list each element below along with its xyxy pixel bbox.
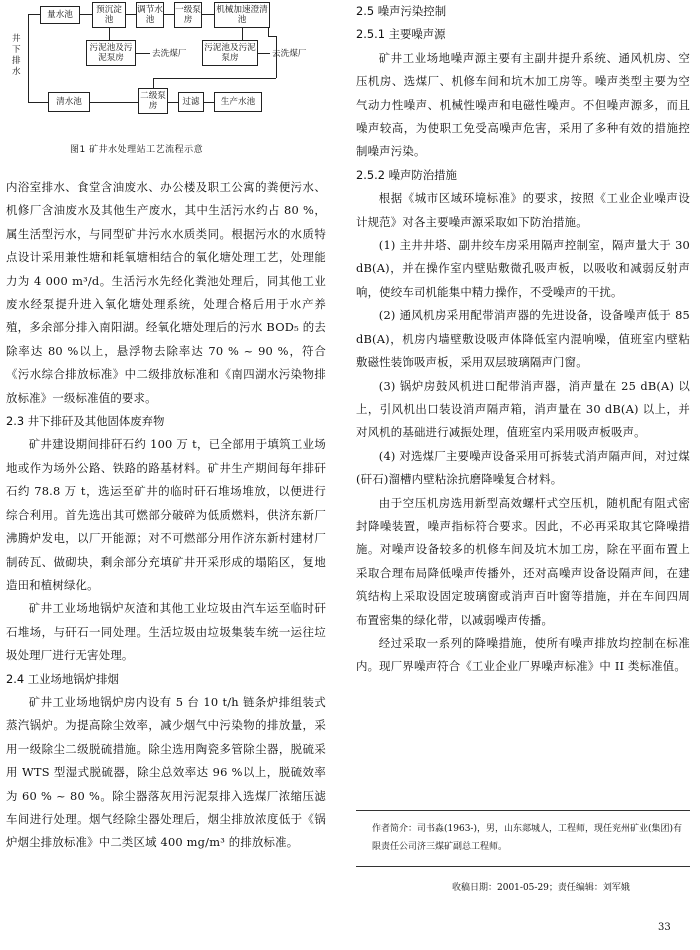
body-paragraph: 根据《城市区域环境标准》的要求，按照《工业企业噪声设计规范》对各主要噪声源采取如下防治措施。: [356, 191, 690, 229]
list-item: (1) 主井井塔、副井绞车房采用隔声控制室，隔声量大于 30 dB(A)，并在操作室内壁贴敷微孔吸声板，以吸收和减弱反射声响，使绞车司机能集中精力操作，不受噪声的干扰。: [356, 238, 690, 299]
connector: [126, 14, 136, 15]
body-paragraph: 由于空压机房选用新型高效螺杆式空压机，随机配有阻式密封降噪装置，噪声指标符合要求。因此，不必再采取其它降噪措施。对噪声设备较多的机修车间及坑木加工房，除在平面布置上采取合理布局降低噪声传播外，还对高噪声设备设隔声间，在建筑结构上采取设固定玻璃窗或消声百叶窗等措施，并在车间四周布置密集的绿化带，以减弱噪声传播。: [356, 495, 690, 627]
section-heading: 2.5 噪声污染控制: [356, 4, 447, 18]
pre-sedimentation-box: 预沉淀池: [92, 2, 126, 28]
connector: [80, 14, 92, 15]
primary-pump-box: 一级泵房: [174, 2, 202, 28]
connector: [242, 28, 243, 40]
subsection-heading: 2.5.2 噪声防治措施: [356, 167, 457, 182]
author-note: 作者简介：司书淼(1963-)，男，山东郯城人，工程师，现任兖州矿业(集团)有限责任公司济三煤矿副总工程师。: [372, 824, 682, 852]
process-flowchart: [6, 0, 326, 130]
figure-caption: 图1 矿井水处理站工艺流程示意: [70, 145, 204, 155]
connector: [153, 78, 154, 88]
section-heading: 2.4 工业场地锅炉排烟: [6, 671, 119, 686]
connector: [109, 28, 110, 40]
page-number: 33: [658, 922, 671, 933]
mechanical-clarifier-box: 机械加速澄清池: [214, 2, 270, 28]
connector: [268, 28, 269, 36]
body-paragraph: 经过采取一系列的降噪措施，使所有噪声排放均控制在标准内。现厂界噪声符合《工业企业厂界噪声标准》中 II 类标准值。: [356, 635, 690, 674]
connector: [202, 14, 214, 15]
connector: [258, 53, 270, 54]
received-date: 收稿日期：2001-05-29；责任编辑：刘军娥: [452, 883, 630, 893]
connector: [153, 78, 276, 79]
connector: [28, 102, 48, 103]
regulating-pool-box: 量水池: [40, 6, 80, 24]
connector: [136, 53, 150, 54]
body-paragraph: 矿井建设期间排矸石约 100 万 t，已全部用于填筑工业场地或作为场外公路、铁路的路基材料。矿井生产期间每年排矸石约 78.8 万 t，选运至矿井的临时矸石堆场堆放，以便进行综合利用。首先选出其可燃部分破碎为低质燃料，供济东新厂沸腾炉发电，以厂开能源；对不可燃部分用作济东新村建材厂制砖瓦、做砌块，剩余部分充填矿井开采形成的塌陷区，复地造田和植树绿化。: [6, 437, 326, 592]
left-column: [6, 176, 326, 855]
body-paragraph: 内浴室排水、食堂含油废水、办公楼及职工公寓的粪便污水、机修厂含油废水及其他生产废水，其中生活污水约占 80 %，属生活型污水，与同型矿井污水水质类同。根据污水的水质特点设计采用兼性塘和耗氧塘相结合的氧化塘处理工艺，处理能力为 4 000 m³/d。生活污水先经化粪池处理后，同其他工业废水经泵提升进入氧化塘处理系统，处理合格后用于水产养殖，多余部分排入南阳湖。经氧化塘处理后的污水 BOD₅ 的去除率达 80 %以上，悬浮物去除率达 70 % ~ 90 %，符合《污水综合排放标准》中二级排放标准和《南四湖水污染物排放标准》一级标准值的要求。: [6, 180, 326, 405]
inlet-label: 井下排水: [12, 34, 21, 77]
connector: [164, 14, 174, 15]
body-paragraph: 矿井工业场地锅炉房内设有 5 台 10 t/h 链条炉排组装式蒸汽锅炉。为提高除尘效率，减少烟气中污染物的排放量，采用一级除尘二级脱硫措施。除尘选用陶瓷多管除尘器，脱硫采用 WTS 型湿式脱硫器，除尘总效率达 96 %以上，脱硫效率为 60 % ~ 80 %。除尘器落灰用污泥泵排入选煤厂浓缩压滤车间进行处理。烟气经除尘器处理后，烟尘排放浓度低于《锅炉烟尘排放标准》中二类区域 400 mg/m³ 的排放标准。: [6, 694, 326, 850]
body-paragraph: 矿井工业场地锅炉灰渣和其他工业垃圾由汽车运至临时矸石堆场，与矸石一同处理。生活垃圾由垃圾集装车统一运往垃圾处理厂进行无害处理。: [6, 601, 326, 663]
to-plant-right: 去洗煤厂: [272, 49, 307, 59]
connector: [90, 102, 138, 103]
filter-box: 过滤: [178, 92, 204, 112]
footnote-rule-top: [356, 810, 690, 811]
connector: [168, 102, 178, 103]
section-heading: 2.3 井下排矸及其他固体废弃物: [6, 414, 165, 429]
list-item: (2) 通风机房采用配带消声器的先进设备，设备噪声低于 85 dB(A)，机房内墙壁敷设吸声体降低室内混响噪，值班室内壁粘敷磁性装饰吸声板，采用双层玻璃隔声门窗。: [356, 308, 690, 370]
balancing-pool-box: 调节水池: [136, 2, 164, 28]
list-item: (3) 锅炉房鼓风机进口配带消声器，消声量在 25 dB(A) 以上，引风机出口装设消声隔声箱，消声量在 30 dB(A) 以上，并对风机的基础进行减振处理，值班室内采用吸声板吸声。: [356, 378, 690, 440]
connector: [204, 102, 214, 103]
connector: [268, 36, 276, 37]
to-plant-left: 去洗煤厂: [152, 49, 187, 59]
connector: [28, 14, 40, 15]
subsection-heading: 2.5.1 主要噪声源: [356, 27, 446, 42]
list-item: (4) 对选煤厂主要噪声设备采用可拆装式消声隔声间，对过煤(矸石)溜槽内壁粘涂抗磨降噪复合材料。: [356, 448, 690, 487]
right-column: [356, 0, 690, 679]
sludge-pool-right-box: 污泥池及污泥泵房: [202, 40, 258, 66]
connector: [276, 36, 277, 78]
secondary-pump-box: 二级泵房: [138, 88, 168, 114]
body-paragraph: 矿井工业场地噪声源主要有主副井提升系统、通风机房、空压机房、选煤厂、机修车间和坑木加工房等。噪声类型主要为空气动力性噪声、机械性噪声和电磁性噪声。不但噪声源多，而且噪声较高，为使职工免受高噪声危害，采用了多种有效的措施控制噪声污染。: [356, 50, 690, 159]
clear-pool-box: 清水池: [48, 92, 90, 112]
inlet-line: [28, 14, 29, 102]
production-pool-box: 生产水池: [214, 92, 262, 112]
sludge-pool-left-box: 污泥池及污泥泵房: [86, 40, 136, 66]
footnote-rule-bottom: [356, 866, 690, 867]
